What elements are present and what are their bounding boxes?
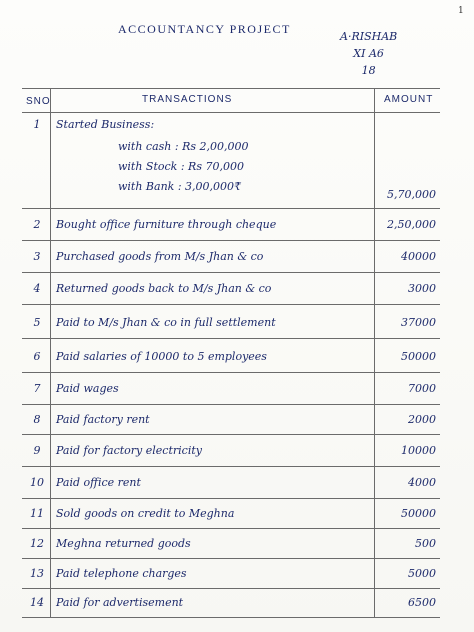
row-transaction: Paid telephone charges <box>56 567 187 580</box>
table-rule <box>22 88 440 89</box>
table-rule <box>22 498 440 499</box>
table-rule <box>22 434 440 435</box>
row-amount: 2,50,000 <box>387 218 436 231</box>
table-rule <box>22 372 440 373</box>
row-amount: 40000 <box>401 250 436 263</box>
table-rule <box>22 208 440 209</box>
row-sno: 1 <box>33 118 41 131</box>
row-sno: 4 <box>33 282 41 295</box>
table-rule <box>22 558 440 559</box>
row-amount: 4000 <box>408 476 436 489</box>
table-rule <box>22 528 440 529</box>
row-transaction: Sold goods on credit to Meghna <box>56 507 235 520</box>
row-transaction: Paid for advertisement <box>56 596 184 609</box>
table-rule <box>22 272 440 273</box>
row-transaction: Meghna returned goods <box>56 537 191 550</box>
author-block <box>340 28 397 79</box>
header-sno: SNO <box>26 96 51 107</box>
row-transaction: Paid factory rent <box>56 413 150 426</box>
row-transaction: Returned goods back to M/s Jhan & co <box>56 282 272 295</box>
row-sno: 12 <box>30 537 44 550</box>
row-transaction: Paid office rent <box>56 476 141 489</box>
row-sno: 10 <box>30 476 44 489</box>
row-amount: 50000 <box>401 350 436 363</box>
row-amount: 5000 <box>408 567 436 580</box>
row-transaction: Paid for factory electricity <box>56 444 202 457</box>
row-amount: 2000 <box>408 413 436 426</box>
row-sno: 7 <box>33 382 41 395</box>
row-transaction: Paid salaries of 10000 to 5 employees <box>56 350 267 363</box>
row-transaction: Started Business: <box>56 118 155 131</box>
row-sno: 9 <box>33 444 41 457</box>
table-rule <box>22 240 440 241</box>
author-roll: 18 <box>361 64 376 77</box>
author-name: A·RISHAB <box>340 30 398 43</box>
row-sno: 6 <box>33 350 41 363</box>
row-detail: with Stock : Rs 70,000 <box>118 160 244 173</box>
row-sno: 5 <box>33 316 41 329</box>
row-sno: 13 <box>30 567 44 580</box>
row-sno: 2 <box>33 218 41 231</box>
table-rule <box>22 404 440 405</box>
table-rule <box>22 112 440 113</box>
row-amount: 500 <box>415 537 436 550</box>
row-amount: 10000 <box>401 444 436 457</box>
row-detail: with cash : Rs 2,00,000 <box>118 140 249 153</box>
row-amount: 3000 <box>408 282 436 295</box>
page-number: 1 <box>458 6 464 16</box>
row-transaction: Bought office furniture through cheque <box>56 218 277 231</box>
row-sno: 8 <box>33 413 41 426</box>
author-class: XI A6 <box>353 47 384 60</box>
column-rule <box>50 88 51 618</box>
table-rule <box>22 304 440 305</box>
table-rule <box>22 588 440 589</box>
header-transactions: TRANSACTIONS <box>142 94 233 105</box>
row-amount: 50000 <box>401 507 436 520</box>
row-transaction: Paid wages <box>56 382 119 395</box>
transactions-table <box>22 88 440 618</box>
row-transaction: Paid to M/s Jhan & co in full settlement <box>56 316 276 329</box>
row-transaction: Purchased goods from M/s Jhan & co <box>56 250 264 263</box>
row-amount: 7000 <box>408 382 436 395</box>
row-detail: with Bank : 3,00,000₹ <box>118 180 242 193</box>
table-rule <box>22 617 440 618</box>
row-amount: 5,70,000 <box>387 188 436 201</box>
row-sno: 11 <box>30 507 44 520</box>
row-sno: 14 <box>30 596 44 609</box>
table-rule <box>22 338 440 339</box>
row-amount: 6500 <box>408 596 436 609</box>
page-title: ACCOUNTANCY PROJECT <box>118 22 291 36</box>
table-rule <box>22 466 440 467</box>
header-amount: AMOUNT <box>384 94 434 105</box>
row-amount: 37000 <box>401 316 436 329</box>
row-sno: 3 <box>33 250 41 263</box>
